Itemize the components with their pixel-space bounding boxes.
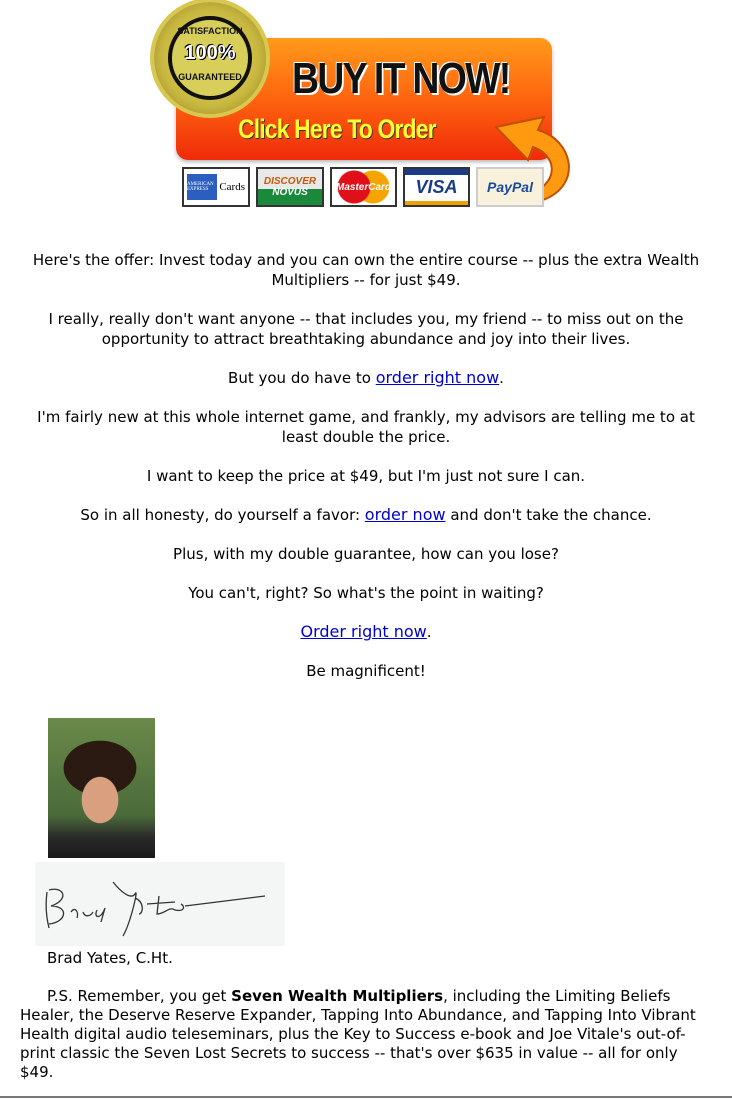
paypal-icon: PayPal [476, 167, 544, 207]
postscript: P.S. Remember, you get Seven Wealth Multipliers, including the Limiting Beliefs Healer, the Deserve Reserve Expander, Tapping Into Abundance, and Tapping Into Vibrant Health digital audio teleseminars, plus the Key to Success e-book and Joe Vitale's out-of-print classic the Seven Lost Secrets to success -- that's over $635 in value -- all for only $49. [20, 987, 696, 1081]
order-right-now-link-2[interactable]: Order right now [300, 622, 427, 641]
paragraph: Order right now. [300, 622, 432, 641]
paragraph: But you do have to order right now. [228, 368, 504, 387]
paragraph: I want to keep the price at $49, but I'm just not sure I can. [146, 467, 586, 485]
payment-cards [182, 167, 544, 207]
discover-card-icon: DISCOVER NOVUS [256, 167, 324, 207]
seal-bottom-text: GUARANTEED [178, 72, 242, 82]
seal-percent: 100% [184, 42, 236, 64]
paragraph: So in all honesty, do yourself a favor: order now and don't take the chance. [80, 505, 652, 524]
paragraph: I'm fairly new at this whole internet game, and frankly, my advisors are telling me to at least double the price. [37, 408, 695, 446]
guarantee-seal-icon [154, 2, 266, 114]
ps-bold: Seven Wealth Multipliers [231, 987, 444, 1005]
buy-headline: BUY IT NOW! [292, 54, 510, 103]
order-now-link[interactable]: order now [364, 505, 446, 524]
paragraph: You can't, right? So what's the point in waiting? [188, 584, 544, 602]
signature-image [35, 862, 285, 946]
visa-card-icon: VISA [403, 167, 470, 207]
author-name: Brad Yates, C.Ht. [47, 949, 173, 967]
seal-top-text: SATISFACTION [177, 26, 243, 36]
offer-paragraph: Here's the offer: Invest today and you can own the entire course -- plus the extra Wealth Multipliers -- for just $49. [32, 251, 700, 289]
order-right-now-link[interactable]: order right now [375, 368, 500, 387]
paragraph: I really, really don't want anyone -- that includes you, my friend -- to miss out on the opportunity to attract breathtaking abundance and joy into their lives. [48, 310, 684, 348]
click-here-text: Click Here To Order [238, 114, 436, 144]
amex-card-icon: AMERICAN EXPRESS Cards [182, 167, 250, 207]
paragraph: Plus, with my double guarantee, how can you lose? [173, 545, 559, 563]
sales-copy [20, 250, 712, 700]
buy-it-now-button[interactable] [150, 0, 580, 220]
author-photo [48, 718, 155, 858]
mastercard-icon: MasterCard [330, 167, 397, 207]
closing: Be magnificent! [306, 662, 426, 680]
divider [0, 1096, 732, 1098]
